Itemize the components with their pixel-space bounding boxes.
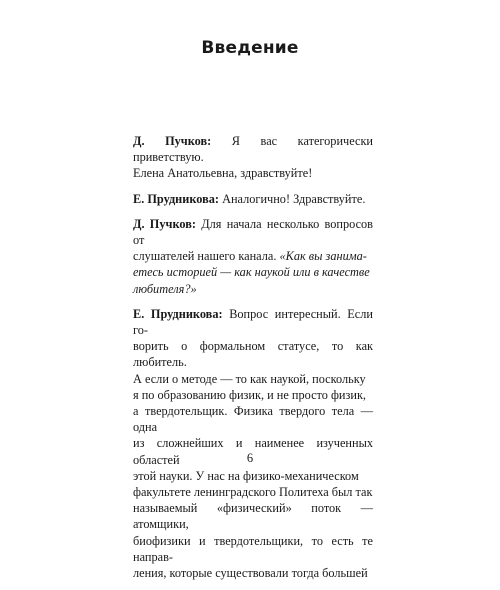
dialogue-text: называемый «физический» поток — атомщики, [133,501,373,532]
dialogue-paragraph-3 [133,216,373,297]
page-body [133,133,373,590]
listener-question: етесь историей — как наукой или в качестве [133,265,370,280]
dialogue-text: факультете ленинградского Политеха был так [133,485,373,500]
dialogue-text: Елена Анатольевна, здравствуйте! [133,166,313,181]
dialogue-paragraph-4 [133,306,373,581]
dialogue-text: ления, которые существовали тогда большей [133,566,368,581]
dialogue-text: Аналогично! Здравствуйте. [222,191,366,206]
speaker-name: Д. Пучков: [133,216,196,231]
dialogue-text: биофизики и твердотельщики, то есть те направ- [133,533,373,564]
listener-question: «Как вы занима- [279,249,367,264]
speaker-name: Е. Прудникова: [133,306,223,321]
speaker-name: Е. Прудникова: [133,191,220,206]
listener-question: любителя?» [133,281,197,296]
dialogue-text: Для начала несколько вопросов от [133,216,373,248]
dialogue-text: а твердотельщик. Физика твердого тела — одна [133,404,373,435]
dialogue-text: ворить о формальном статусе, то как любитель. [133,339,373,370]
dialogue-text: Вопрос интересный. Если го- [133,306,373,338]
dialogue-text: я по образованию физик, и не просто физик, [133,387,366,402]
dialogue-text: слушателей нашего канала. [133,249,277,264]
chapter-title: Введение [201,38,299,58]
dialogue-paragraph-1 [133,133,373,182]
dialogue-text: А если о методе — то как наукой, поскольку [133,371,366,386]
dialogue-text: Я вас категорически приветствую. [133,134,373,165]
speaker-name: Д. Пучков: [133,134,212,148]
page-number: 6 [246,451,254,465]
dialogue-text: из сложнейших и наименее изученных областей [133,436,373,467]
dialogue-text: этой науки. У нас на физико-механическом [133,468,359,483]
dialogue-paragraph-2 [133,191,373,207]
